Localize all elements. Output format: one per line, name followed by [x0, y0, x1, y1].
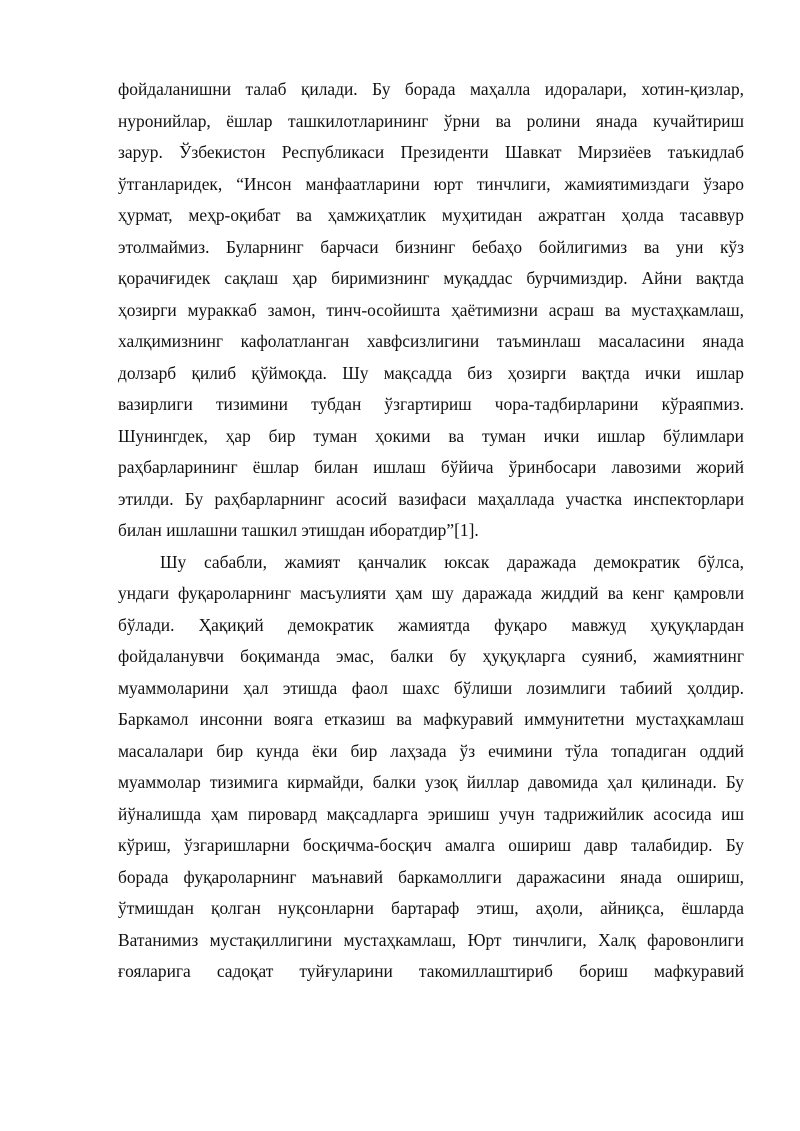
text-line: фойдаланувчи боқиманда эмас, балки бу ҳуқуқларга суяниб, жамиятнинг	[118, 646, 744, 666]
text-line: раҳбарларининг ёшлар билан ишлаш бўйича ўринбосари лавозими жорий	[118, 457, 744, 477]
text-line: фойдаланишни талаб қилади. Бу борада маҳалла идоралари, хотин-қизлар,	[118, 79, 744, 99]
text-line: зарур. Ўзбекистон Республикаси Президенти Шавкат Мирзиёев таъкидлаб	[118, 142, 744, 162]
text-line: масалалари бир кунда ёки бир лаҳзада ўз ечимини тўла топадиган оддий	[118, 740, 744, 761]
text-line: ундаги фуқароларнинг масъулияти ҳам шу даражада жиддий ва кенг қамровли	[118, 583, 744, 603]
text-line: ҳозирги мураккаб замон, тинч-осойишта ҳаётимизни асраш ва мустаҳкамлаш,	[118, 299, 744, 320]
text-line: кўриш, ўзгаришларни босқичма-босқич амалга ошириш давр талабидир. Бу	[118, 835, 744, 855]
paragraph-2	[118, 547, 744, 988]
text-line: долзарб қилиб қўймоқда. Шу мақсадда биз ҳозирги вақтда ички ишлар	[118, 362, 744, 383]
text-line: халқимизнинг кафолатланган хавфсизлигини таъминлаш масаласини янада	[118, 331, 744, 351]
text-line: ғояларига садоқат туйғуларини такомиллаштириб бориш мафкуравий	[118, 961, 744, 981]
text-line: Баркамол инсонни вояга етказиш ва мафкуравий иммунитетни мустаҳкамлаш	[118, 709, 744, 729]
text-line: этолмаймиз. Буларнинг барчаси бизнинг бебаҳо бойлигимиз ва уни кўз	[118, 236, 744, 257]
text-line: муаммолар тизимига кирмайди, балки узоқ йиллар давомида ҳал қилинади. Бу	[118, 772, 744, 792]
text-line: муаммоларини ҳал этишда фаол шахс бўлиши лозимлиги табиий ҳолдир.	[118, 677, 744, 698]
text-line: билан ишлашни ташкил этишдан иборатдир”[1].	[118, 520, 479, 540]
text-line: борада фуқароларнинг маънавий баркамоллиги даражасини янада ошириш,	[118, 866, 744, 887]
text-line: Шунингдек, ҳар бир туман ҳокими ва туман ички ишлар бўлимлари	[118, 425, 744, 446]
text-line: Шу сабабли, жамият қанчалик юксак даражада демократик бўлса,	[160, 551, 744, 572]
text-line: ўтмишдан қолган нуқсонларни бартараф этиш, аҳоли, айниқса, ёшларда	[118, 898, 744, 918]
text-line: йўналишда ҳам пировард мақсадларга эришиш учун тадрижийлик асосида иш	[118, 803, 744, 824]
document-page	[118, 74, 744, 988]
text-line: ҳурмат, меҳр-оқибат ва ҳамжиҳатлик муҳитидан ажратган ҳолда тасаввур	[118, 205, 744, 225]
text-line: вазирлиги тизимини тубдан ўзгартириш чора-тадбирларини кўраяпмиз.	[118, 394, 744, 414]
text-line: қорачиғидек сақлаш ҳар биримизнинг муқаддас бурчимиздир. Айни вақтда	[118, 268, 744, 288]
text-line: этилди. Бу раҳбарларнинг асосий вазифаси маҳаллада участка инспекторлари	[118, 488, 744, 509]
text-line: Ватанимиз мустақиллигини мустаҳкамлаш, Юрт тинчлиги, Халқ фаровонлиги	[118, 929, 744, 950]
text-line: нуронийлар, ёшлар ташкилотларининг ўрни ва ролини янада кучайтириш	[118, 110, 744, 131]
text-line: бўлади. Ҳақиқий демократик жамиятда фуқаро мавжуд ҳуқуқлардан	[118, 614, 744, 635]
paragraph-1	[118, 74, 744, 547]
text-line: ўтганларидек, “Инсон манфаатларини юрт тинчлиги, жамиятимиздаги ўзаро	[118, 173, 744, 194]
